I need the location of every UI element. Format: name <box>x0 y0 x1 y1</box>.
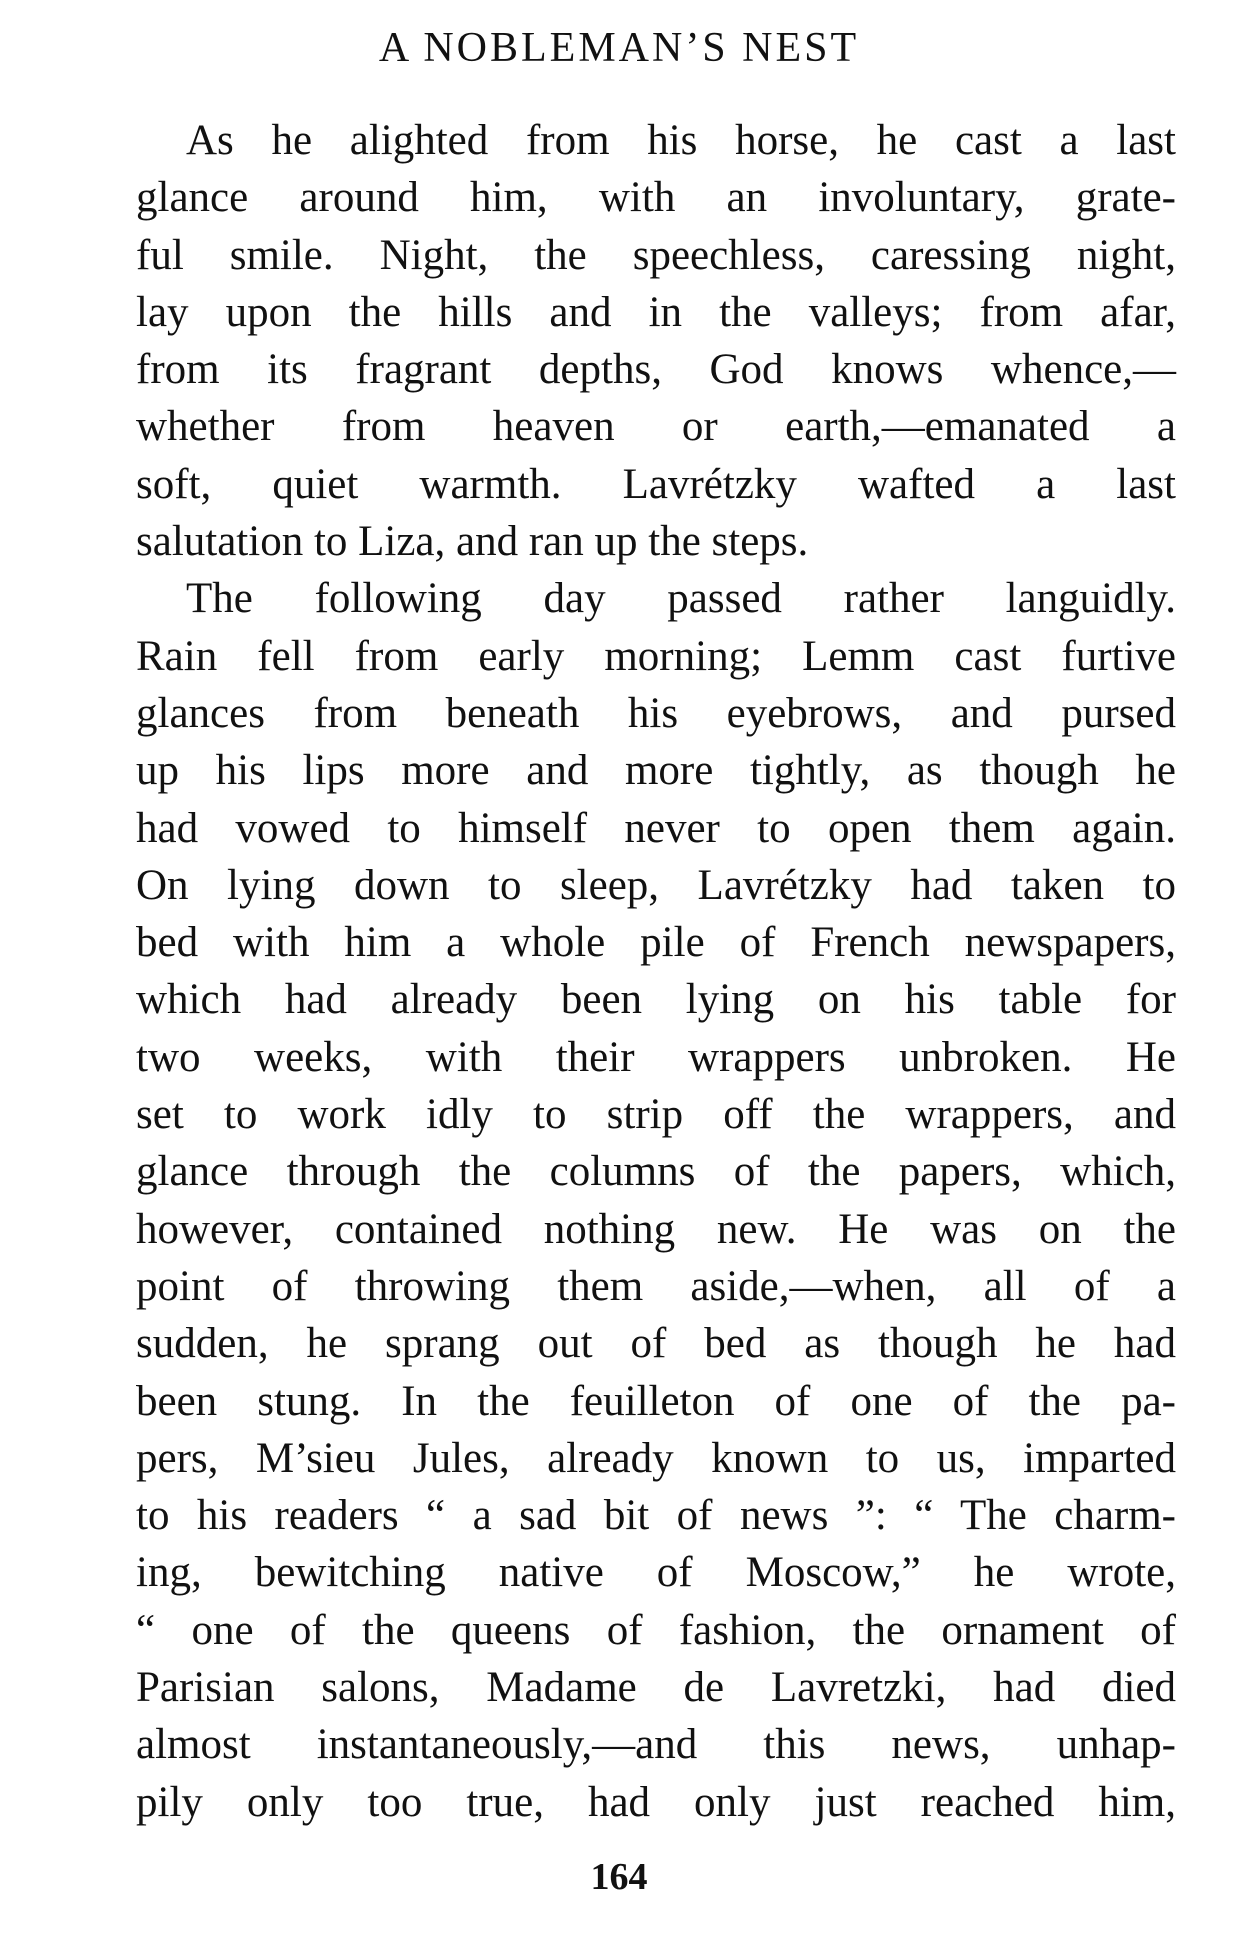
page-number: 164 <box>590 1856 648 1898</box>
text-line: As he alighted from his horse, he cast a last <box>186 117 1176 164</box>
text-line: which had already been lying on his table for <box>136 976 1176 1024</box>
text-line: On lying down to sleep, Lavrétzky had taken to <box>136 861 1176 909</box>
text-line: however, contained nothing new. He was on the <box>136 1205 1176 1253</box>
text-line: salutation to Liza, and ran up the steps. <box>136 518 809 566</box>
text-line: to his readers “ a sad bit of news ”: “ The charm- <box>136 1492 1176 1540</box>
text-line: from its fragrant depths, God knows whence,— <box>136 346 1176 394</box>
text-line: glance through the columns of the papers, which, <box>136 1148 1176 1196</box>
text-line: glance around him, with an involuntary, grate- <box>136 174 1176 222</box>
text-line: “ one of the queens of fashion, the ornament of <box>136 1606 1176 1654</box>
text-line: soft, quiet warmth. Lavrétzky wafted a last <box>136 460 1176 508</box>
text-line: up his lips more and more tightly, as though he <box>136 747 1176 795</box>
paragraph-1 <box>136 112 1176 570</box>
text-line: been stung. In the feuilleton of one of the pa- <box>136 1377 1176 1425</box>
text-line: set to work idly to strip off the wrappers, and <box>136 1091 1176 1139</box>
text-line: pily only too true, had only just reached him, <box>136 1778 1176 1826</box>
text-line: had vowed to himself never to open them again. <box>136 804 1176 852</box>
text-line: two weeks, with their wrappers unbroken. He <box>136 1033 1176 1081</box>
text-line: Parisian salons, Madame de Lavretzki, had died <box>136 1664 1176 1712</box>
running-head: A NOBLEMAN’S NEST <box>378 25 860 71</box>
text-line: Rain fell from early morning; Lemm cast furtive <box>136 632 1176 680</box>
text-line: ful smile. Night, the speechless, caressing night, <box>136 231 1176 279</box>
text-line: The following day passed rather languidly. <box>186 575 1176 623</box>
body-text <box>136 112 1176 1831</box>
text-line: whether from heaven or earth,—emanated a <box>136 403 1176 451</box>
paragraph-2 <box>136 570 1176 1831</box>
text-line: almost instantaneously,—and this news, unhap- <box>136 1721 1176 1769</box>
text-line: lay upon the hills and in the valleys; from afar, <box>136 288 1176 336</box>
text-line: bed with him a whole pile of French newspapers, <box>136 919 1176 967</box>
text-line: ing, bewitching native of Moscow,” he wrote, <box>136 1549 1176 1597</box>
text-line: sudden, he sprang out of bed as though he had <box>136 1320 1176 1368</box>
text-line: glances from beneath his eyebrows, and pursed <box>136 689 1176 737</box>
text-line: pers, M’sieu Jules, already known to us, imparted <box>136 1434 1176 1482</box>
text-line: point of throwing them aside,—when, all of a <box>136 1262 1176 1310</box>
